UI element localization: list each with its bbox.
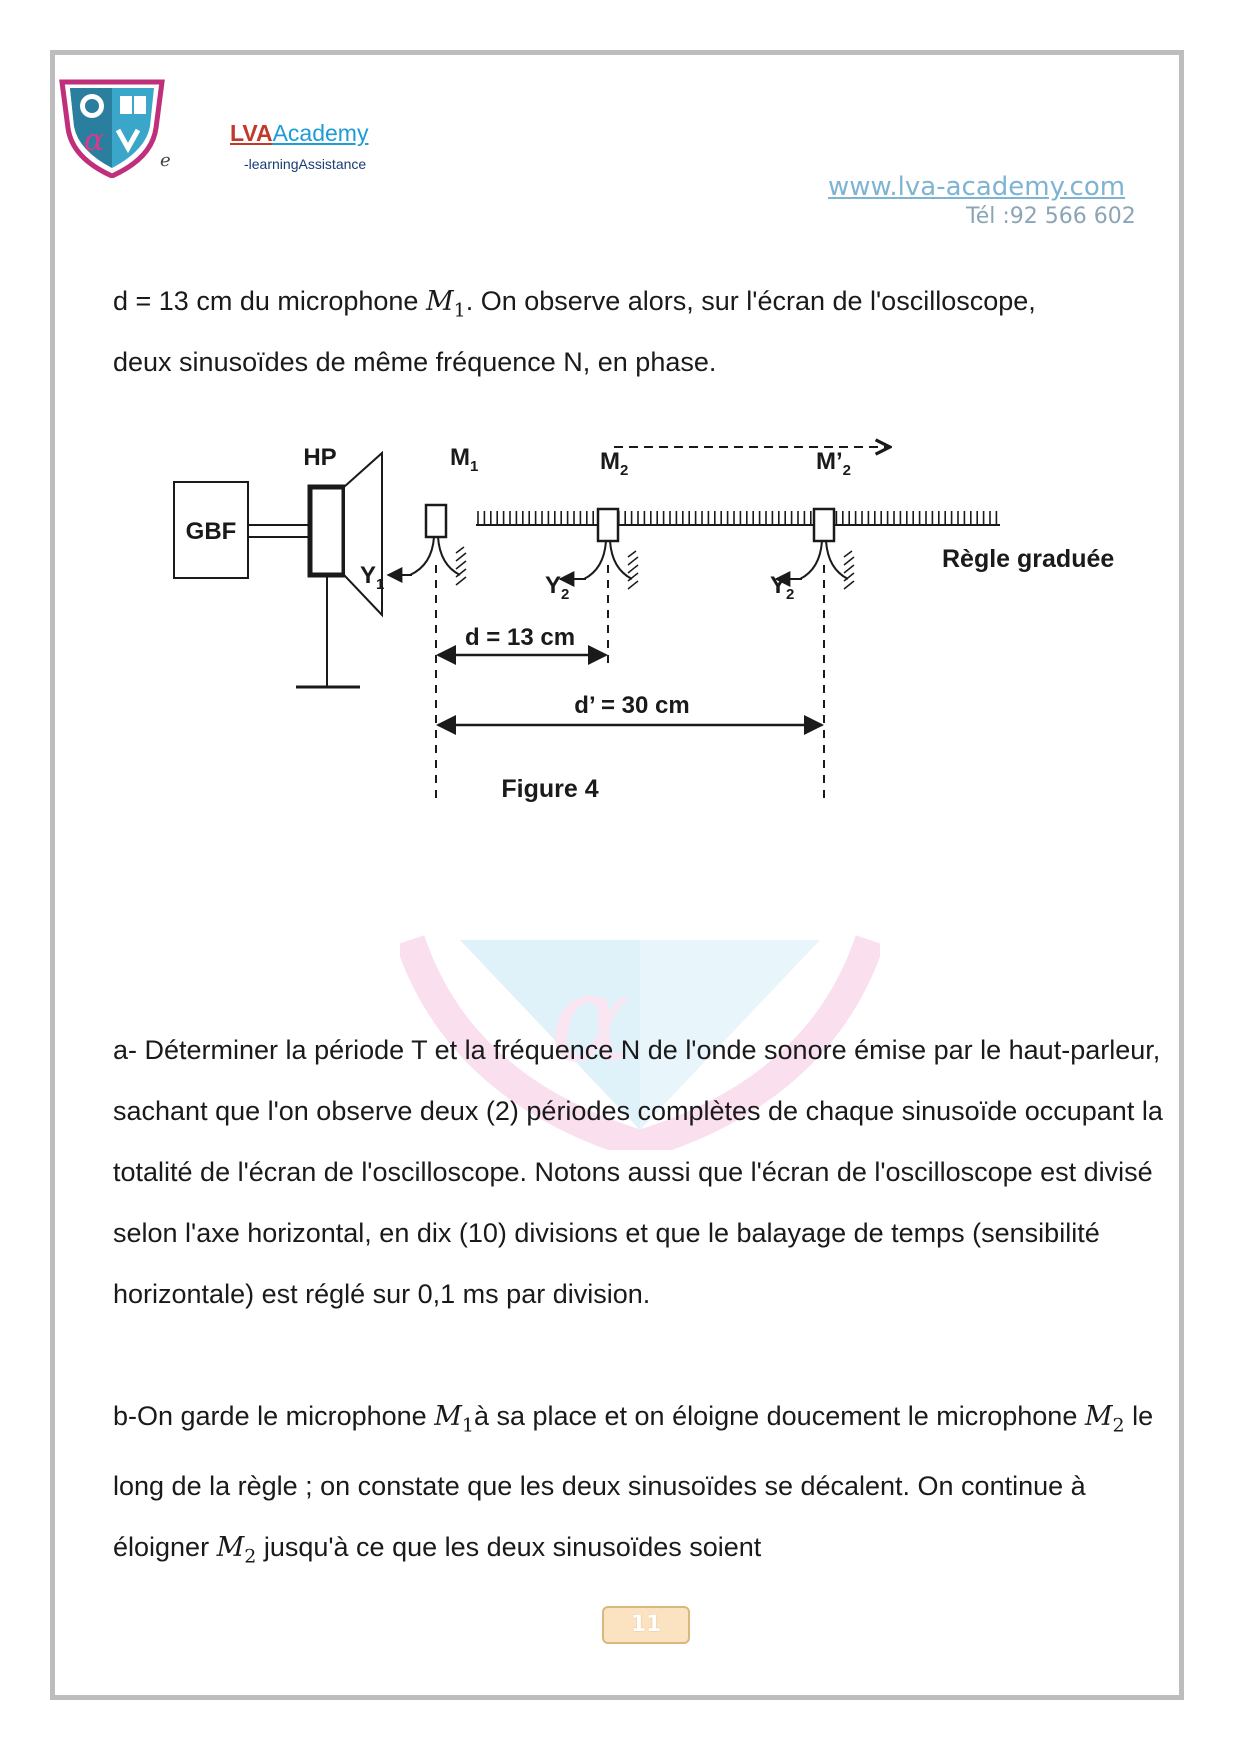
- figure-caption: Figure 4: [501, 775, 599, 803]
- website-link[interactable]: www.lva-academy.com: [828, 172, 1126, 202]
- svg-text:α: α: [84, 123, 105, 158]
- m1-label: $M_1$: [450, 444, 479, 475]
- logo-letter: e: [160, 150, 171, 171]
- graduated-ruler: [476, 511, 1000, 525]
- brand-subtitle: -learningAssistance: [244, 156, 367, 172]
- m2-label: $M_2$: [600, 448, 629, 479]
- speaker-body: [310, 487, 344, 575]
- lva-logo: [56, 78, 168, 178]
- experiment-figure: [160, 425, 1140, 915]
- svg-text:α: α: [550, 950, 632, 1089]
- intro-line-1: d = 13 cm du microphone $M_1$. On observe alors, sur l'écran de l'oscilloscope,: [113, 286, 1036, 322]
- y2-label-a: $Y_2$: [545, 572, 570, 603]
- brand-lva: LVA: [230, 120, 273, 146]
- y2-label-b: $Y_2$: [770, 572, 795, 603]
- y1-label: $Y_1$: [360, 562, 385, 593]
- brand-academy: Academy: [272, 120, 369, 146]
- m2p-label: $M’_2$: [816, 448, 852, 479]
- question-a: a- Déterminer la période T et la fréquence N de l'onde sonore émise par le haut-parleur, sachant que l'on observe deux (2) périodes complètes de chaque sinusoïde occupant la totalité de l'écran de l'oscilloscope. Notons aussi que l'écran de l'oscilloscope est divisé selon l'axe horizontal, en dix (10) divisions et que le balayage de temps (sensibilité horizontale) est réglé sur 0,1 ms par division.: [113, 1035, 1163, 1309]
- dp-label: d’ = 30 cm: [574, 692, 690, 719]
- question-b: b-On garde le microphone $M_1à$ sa place et on éloigne doucement le microphone $M_2$ le long de la règle ; on constate que les deux sinusoïdes se décalent. On continue à éloigner $M_2$ jusqu'à ce que les deux sinusoïdes soient: [113, 1401, 1154, 1568]
- hp-label: HP: [303, 444, 337, 471]
- brand-name: [230, 120, 368, 147]
- d-label: d = 13 cm: [464, 624, 576, 651]
- gbf-label: GBF: [185, 518, 237, 545]
- page-number: 11: [602, 1606, 690, 1644]
- phone-number: Tél :92 566 602: [966, 204, 1136, 229]
- intro-line-2: deux sinusoïdes de même fréquence N, en phase.: [113, 347, 717, 377]
- ruler-label: Règle graduée: [942, 545, 1115, 573]
